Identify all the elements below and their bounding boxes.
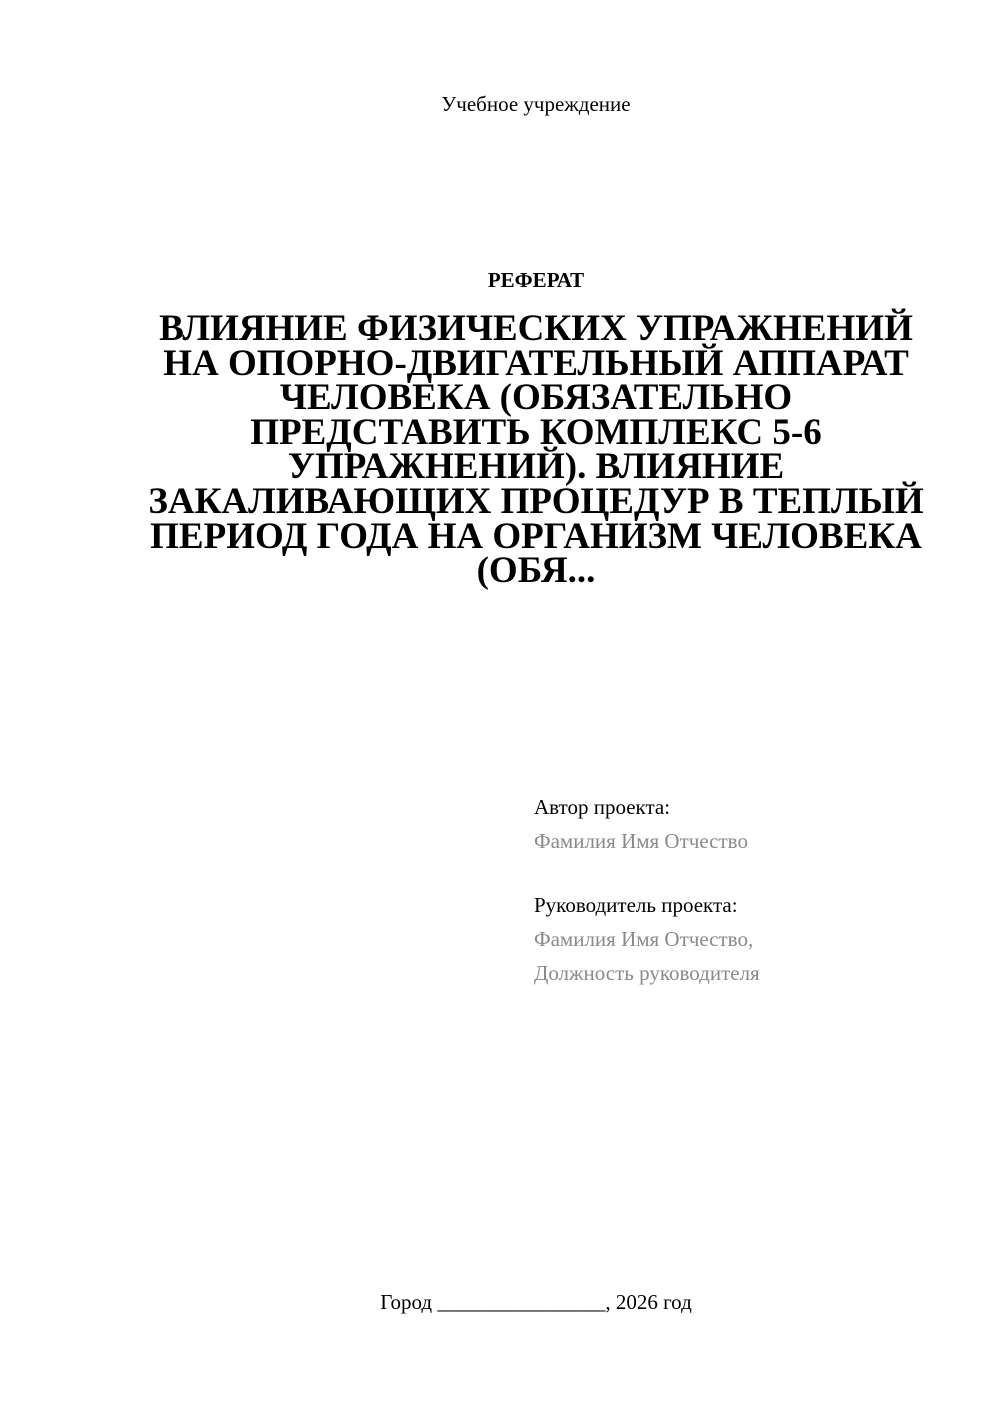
year-text: , 2026 год: [605, 1290, 692, 1314]
city-year-line: [0, 1290, 1000, 1315]
supervisor-position: Должность руководителя: [534, 961, 760, 985]
document-type-label: РЕФЕРАТ: [487, 268, 585, 292]
author-label: Автор проекта:: [534, 795, 671, 819]
supervisor-name: Фамилия Имя Отчество,: [534, 927, 754, 951]
author-name: Фамилия Имя Отчество: [534, 829, 748, 853]
city-label: Город: [380, 1290, 433, 1314]
city-blank: ________________: [437, 1290, 606, 1314]
institution-name: Учебное учреждение: [441, 92, 631, 116]
supervisor-label: Руководитель проекта:: [534, 893, 738, 917]
authors-block: [534, 790, 760, 990]
document-title: ВЛИЯНИЕ ФИЗИЧЕСКИХ УПРАЖНЕНИЙ НА ОПОРНО-ДВИГАТЕЛЬНЫЙ АППАРАТ ЧЕЛОВЕКА (ОБЯЗАТЕЛЬНО ПРЕДСТАВИТЬ КОМПЛЕКС 5-6 УПРАЖНЕНИЙ). ВЛИЯНИЕ ЗАКАЛИВАЮЩИХ ПРОЦЕДУР В ТЕПЛЫЙ ПЕРИОД ГОДА НА ОРГАНИЗМ ЧЕЛОВЕКА (ОБЯ...: [148, 308, 924, 592]
authors-spacer: [534, 858, 760, 888]
